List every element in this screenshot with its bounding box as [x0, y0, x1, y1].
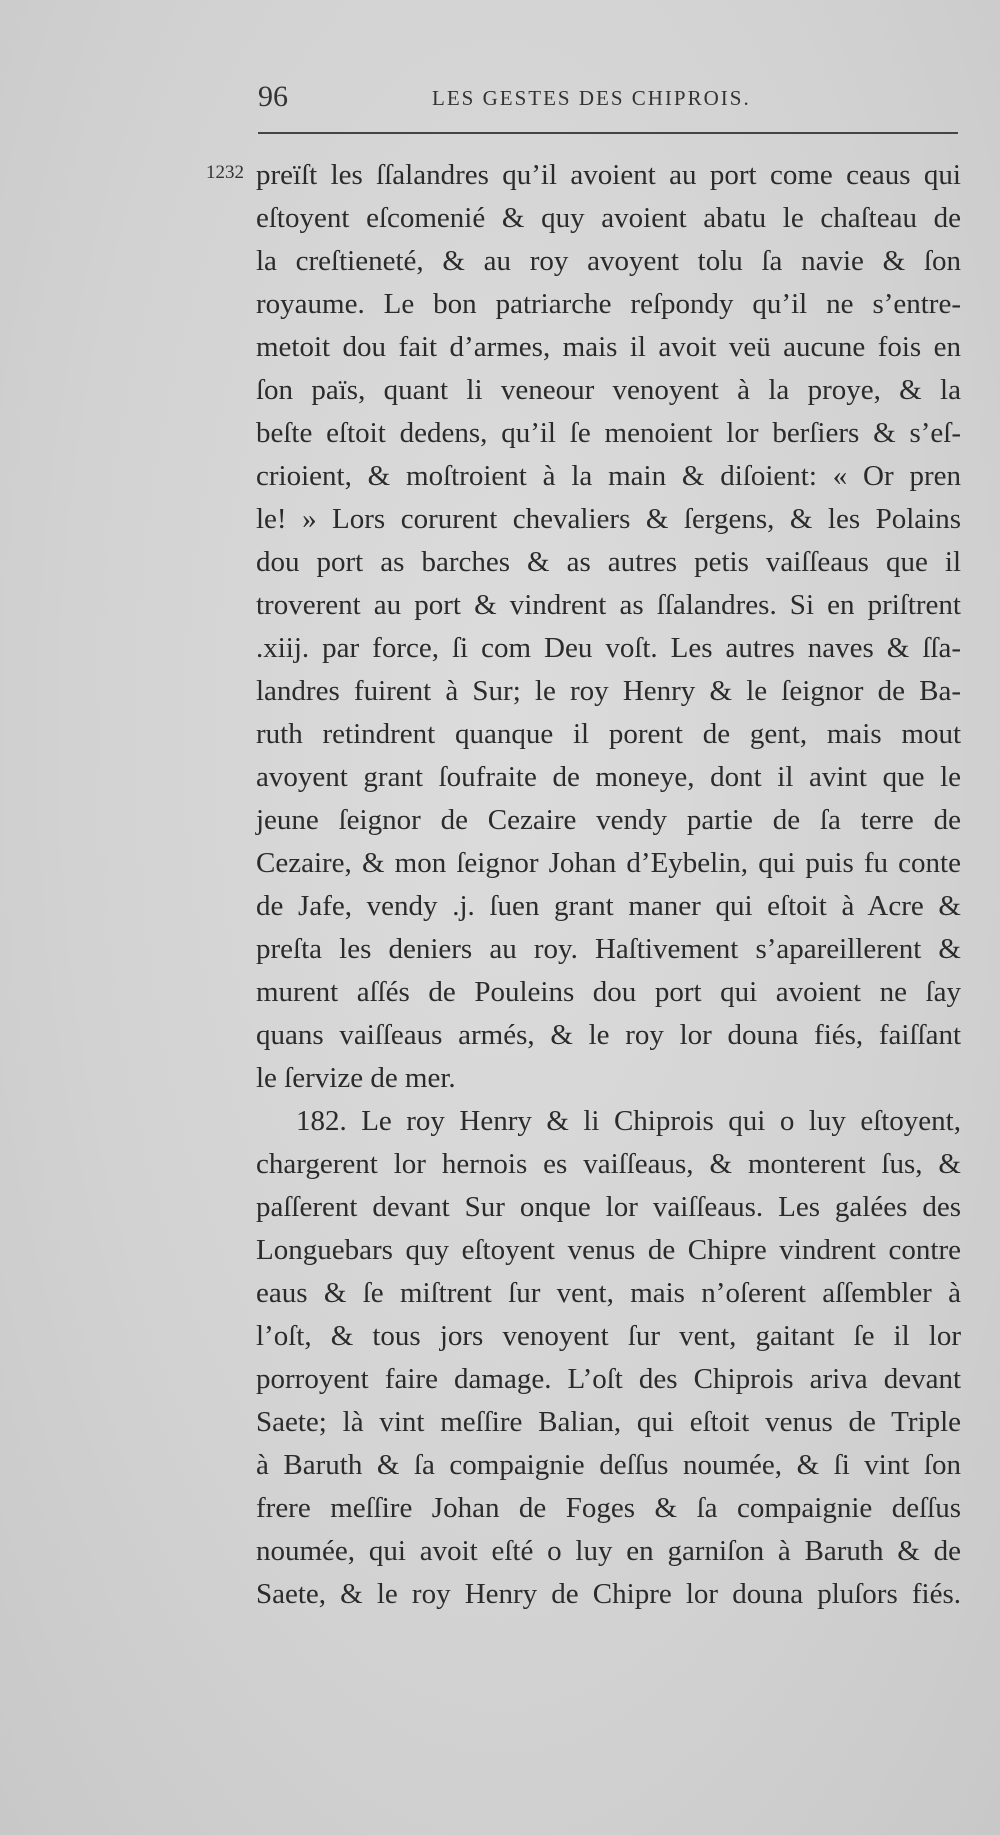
page-number: 96: [258, 80, 288, 113]
text-line: de Jafe, vendy .j. ſuen grant maner qui eſtoit à Acre &: [256, 890, 961, 922]
text-line: le! » Lors corurent chevaliers & ſergens, & les Polains: [256, 503, 961, 535]
text-line: l’oſt, & tous jors venoyent ſur vent, gaitant ſe il lor: [256, 1320, 961, 1352]
text-line: jeune ſeignor de Cezaire vendy partie de ſa terre de: [256, 804, 961, 836]
text-line: preſta les deniers au roy. Haſtivement s’apareillerent &: [256, 933, 961, 965]
text-line: Saete; là vint meſſire Balian, qui eſtoit venus de Triple: [256, 1406, 961, 1438]
text-line: Longuebars quy eſtoyent venus de Chipre vindrent contre: [256, 1234, 961, 1266]
text-line: preïſt les ſſalandres qu’il avoient au port come ceaus qui: [256, 159, 961, 191]
page-header: [258, 80, 958, 120]
text-line: à Baruth & ſa compaignie deſſus noumée, & ſi vint ſon: [256, 1449, 961, 1481]
text-line: le ſervize de mer.: [256, 1062, 456, 1094]
text-line: .xiij. par force, ſi com Deu voſt. Les autres naves & ſſa-: [256, 632, 961, 664]
text-line: noumée, qui avoit eſté o luy en garniſon à Baruth & de: [256, 1535, 961, 1567]
text-line: la creſtieneté, & au roy avoyent tolu ſa navie & ſon: [256, 245, 961, 277]
text-line: murent aſſés de Pouleins dou port qui avoient ne ſay: [256, 976, 961, 1008]
body-text: [256, 154, 961, 1616]
running-head: LES GESTES DES CHIPROIS.: [432, 86, 751, 110]
header-rule: [258, 132, 958, 134]
text-line: eaus & ſe miſtrent ſur vent, mais n’oſerent aſſembler à: [256, 1277, 961, 1309]
text-line: beſte eſtoit dedens, qu’il ſe menoient lor berſiers & s’eſ-: [256, 417, 961, 449]
text-line: Cezaire, & mon ſeignor Johan d’Eybelin, qui puis fu conte: [256, 847, 961, 879]
text-line: porroyent faire damage. L’oſt des Chiprois ariva devant: [256, 1363, 961, 1395]
text-line: paſſerent devant Sur onque lor vaiſſeaus. Les galées des: [256, 1191, 961, 1223]
text-line: royaume. Le bon patriarche reſpondy qu’il ne s’entre-: [256, 288, 961, 320]
text-line: crioient, & moſtroient à la main & diſoient: « Or pren: [256, 460, 961, 492]
text-line: ſon païs, quant li veneour venoyent à la proye, & la: [256, 374, 961, 406]
text-line: chargerent lor hernois es vaiſſeaus, & monterent ſus, &: [256, 1148, 961, 1180]
text-line: ruth retindrent quanque il porent de gent, mais mout: [256, 718, 961, 750]
text-line: avoyent grant ſoufraite de moneye, dont il avint que le: [256, 761, 961, 793]
text-line: metoit dou fait d’armes, mais il avoit veü aucune fois en: [256, 331, 961, 363]
paragraph-start-line: 182. Le roy Henry & li Chiprois qui o luy eſtoyent,: [296, 1105, 961, 1137]
text-line: dou port as barches & as autres petis vaiſſeaus que il: [256, 546, 961, 578]
text-line: quans vaiſſeaus armés, & le roy lor douna fiés, faiſſant: [256, 1019, 961, 1051]
text-line: frere meſſire Johan de Foges & ſa compaignie deſſus: [256, 1492, 961, 1524]
text-line: troverent au port & vindrent as ſſalandres. Si en priſtrent: [256, 589, 961, 621]
margin-year: 1232: [206, 162, 244, 183]
text-line: eſtoyent eſcomenié & quy avoient abatu le chaſteau de: [256, 202, 961, 234]
text-line: landres fuirent à Sur; le roy Henry & le ſeignor de Ba-: [256, 675, 961, 707]
text-line: Saete, & le roy Henry de Chipre lor douna pluſors fiés.: [256, 1578, 961, 1610]
